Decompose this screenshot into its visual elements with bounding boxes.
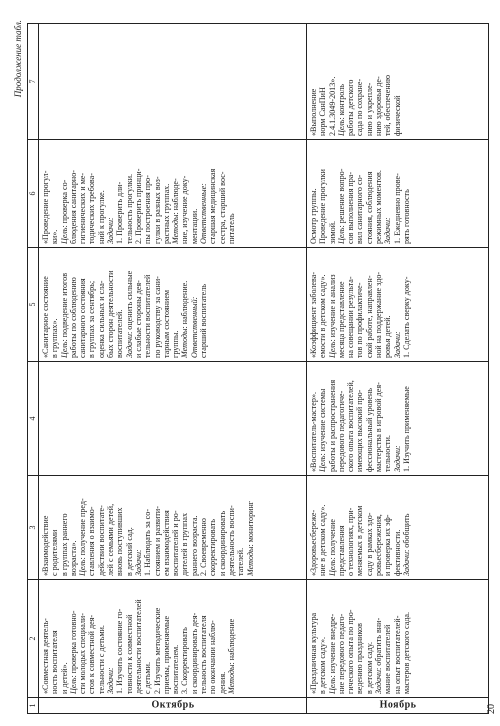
cell-text: ментации. bbox=[189, 208, 199, 244]
cell-text: меняемых в детском bbox=[355, 505, 365, 576]
cell-keyword: Задачи: bbox=[133, 549, 143, 576]
cell-text: «Взаимодействие bbox=[41, 515, 50, 576]
cell-text: емости в детском саду». bbox=[318, 274, 328, 358]
cell-text: скорректировать bbox=[208, 519, 218, 576]
cell-text: : получение пред- bbox=[78, 498, 88, 560]
cell-text: работы по соблюдению bbox=[68, 277, 78, 358]
cell-text: фективности. bbox=[392, 529, 402, 576]
cell-text: товности к совместной bbox=[124, 614, 134, 694]
cell-keyword: Методы bbox=[180, 328, 190, 358]
cell-text: работы детского bbox=[346, 79, 356, 136]
cell-text: : получение bbox=[327, 518, 337, 560]
cell-text: рять готовность bbox=[401, 189, 411, 244]
cell-text: мастеров детского сада. bbox=[401, 611, 411, 694]
cell-text: в детском саду. bbox=[364, 641, 374, 694]
cell-text: «Здоровьесбереже- bbox=[309, 509, 318, 576]
cell-text: деятельность воспи- bbox=[226, 505, 236, 576]
cell-text: на опыт воспитателей- bbox=[392, 615, 402, 694]
table-row-october bbox=[39, 24, 307, 714]
cell-text: Проведение прогулки bbox=[318, 169, 328, 244]
month-cell bbox=[39, 698, 307, 714]
cell-text: в группах раннего bbox=[59, 513, 69, 576]
cell-text: : решение вопро- bbox=[336, 168, 346, 228]
cell-text: ной на поддержание здо- bbox=[374, 271, 384, 358]
cell-text: дителей в группах bbox=[180, 512, 190, 576]
cell-text: гигиенических и ме- bbox=[78, 172, 88, 244]
cell-text: : изучение внедре- bbox=[327, 613, 337, 678]
cell-text: воспитателем. bbox=[171, 644, 181, 694]
cell-text: тельности. bbox=[383, 435, 393, 472]
month-label: Октябрь bbox=[150, 699, 195, 711]
cell-text: норм СанПиН bbox=[318, 87, 328, 136]
cell-text: : обратить вни- bbox=[374, 617, 384, 670]
cell-text: блюдения санитарно- bbox=[68, 169, 78, 244]
cell-text: «Коэффициент заболева- bbox=[309, 271, 318, 358]
cell-text: и проверка их эф- bbox=[383, 514, 393, 576]
cell-text: 1. Сделать сверку доку- bbox=[401, 276, 411, 358]
cell-text: : подведение итогов bbox=[59, 272, 69, 342]
cell-text: ки». bbox=[50, 229, 60, 244]
cell-text: нию и укрепле- bbox=[364, 82, 374, 136]
cell-text: физической bbox=[392, 95, 402, 136]
column-number: 6 bbox=[28, 140, 39, 248]
cell-text: тельность воспитателя bbox=[199, 615, 209, 694]
column-number: 3 bbox=[28, 476, 39, 580]
cell-text: ем взаимодействия bbox=[161, 510, 171, 576]
cell-text: растных группах. bbox=[161, 183, 171, 244]
cell-text: по руководству за сани- bbox=[152, 276, 162, 358]
cell-text: ние в детском саду». bbox=[318, 504, 328, 576]
cell-text: имеющих высокий про- bbox=[355, 389, 365, 472]
cell-keyword: Цель bbox=[59, 341, 69, 358]
cell-text: тодических требова- bbox=[87, 173, 97, 244]
cell-text: : проверка со- bbox=[59, 179, 69, 228]
cell-text: : наблюде- bbox=[171, 178, 181, 215]
cell-text: месяца представление bbox=[336, 281, 346, 358]
cell-text: «Воспитатель-мастер». bbox=[309, 391, 318, 472]
cell-text: 1. Изучить состояние го- bbox=[115, 608, 125, 694]
table-continuation-label: Продолжение табл. bbox=[13, 20, 23, 98]
cell-text: о технологиях, при- bbox=[346, 507, 356, 576]
cell-text: стояния, соблюдения bbox=[364, 171, 374, 244]
cell-text: и слабые стороны дея- bbox=[133, 280, 143, 358]
cell-text: : наблюдение bbox=[226, 618, 236, 665]
cell-text: оценка сильных и сла- bbox=[96, 280, 106, 358]
column-number: 2 bbox=[28, 580, 39, 698]
cell-text: сов выполнения пра- bbox=[346, 171, 356, 244]
cell-text: «Проведение прогул- bbox=[41, 170, 50, 244]
plan-table bbox=[27, 23, 489, 714]
cell-text: в детском саду». bbox=[318, 636, 328, 694]
cell-keyword: Методы bbox=[245, 546, 255, 576]
table-row-november bbox=[307, 24, 489, 714]
cell-text: вновь поступивших bbox=[115, 507, 125, 576]
cell-keyword: Методы bbox=[171, 214, 181, 244]
cell-text: ние передового педаго- bbox=[336, 613, 346, 694]
cell-text: лей с семьями детей, bbox=[106, 503, 116, 576]
cell-text: дения. bbox=[217, 671, 227, 694]
cell-text: ровья детей. bbox=[383, 315, 393, 358]
cell-text: «Выполнение bbox=[309, 88, 318, 136]
cell-text: 1. Проверить дли- bbox=[115, 181, 125, 244]
cell-text: «Санитарное состояние bbox=[41, 276, 50, 358]
cell-text: 3. Скорректировать bbox=[180, 627, 190, 694]
cell-keyword: Цель bbox=[327, 341, 337, 358]
table-cell bbox=[39, 24, 307, 140]
column-number: 5 bbox=[28, 248, 39, 362]
cell-text: тельности с детьми. bbox=[96, 625, 106, 694]
cell-keyword: Задачи: bbox=[383, 217, 393, 244]
cell-text: работы и распространения bbox=[327, 379, 337, 472]
cell-text: мание воспитателей bbox=[383, 624, 393, 694]
cell-text: действии воспитате- bbox=[96, 505, 106, 576]
table-cell bbox=[307, 140, 489, 248]
cell-text: зимой. bbox=[327, 220, 337, 244]
cell-text: тельности воспитателей bbox=[143, 274, 153, 358]
cell-keyword: Цель bbox=[327, 677, 337, 694]
cell-text: пы построения про- bbox=[143, 175, 153, 244]
cell-keyword: Задачи bbox=[124, 334, 134, 358]
cell-text: Осмотр группы. bbox=[309, 188, 318, 244]
table-cell bbox=[307, 362, 489, 476]
cell-text: в детский сад. bbox=[124, 527, 134, 576]
cell-text: раннего возраста. bbox=[189, 515, 199, 576]
cell-text: тателей. bbox=[236, 547, 246, 576]
table-cell bbox=[307, 248, 489, 362]
cell-text: 2. Своевременно bbox=[199, 518, 209, 576]
cell-text: ского опыта воспитателей, bbox=[346, 380, 356, 472]
cell-text: старший воспитатель bbox=[199, 284, 209, 358]
cell-text: вил санитарного со- bbox=[355, 174, 365, 244]
cell-text: : оценить сильные bbox=[124, 270, 134, 334]
cell-text: представления bbox=[336, 525, 346, 576]
cell-text: 2. Изучить методические bbox=[152, 607, 162, 694]
cell-text: тей, обеспечению bbox=[383, 74, 393, 136]
month-cell bbox=[307, 698, 489, 714]
cell-text: «Праздничная культура bbox=[309, 612, 318, 694]
cell-text: саду в рамках здо- bbox=[364, 512, 374, 576]
cell-text: режимных моментов. bbox=[374, 170, 384, 244]
cell-text: стоянием и развити- bbox=[152, 506, 162, 576]
table-cell bbox=[39, 580, 307, 698]
table-cell bbox=[307, 580, 489, 698]
cell-text: ность воспитателя bbox=[50, 630, 60, 694]
cell-text: по окончании наблю- bbox=[208, 620, 218, 694]
cell-text: в группах». bbox=[50, 318, 60, 358]
cell-text: фессиональный уровень bbox=[364, 388, 374, 472]
cell-text: : контроль bbox=[336, 84, 346, 120]
cell-text: : обобщить bbox=[401, 513, 411, 552]
cell-text: возраста». bbox=[68, 540, 78, 576]
column-number: 1 bbox=[28, 698, 39, 714]
table-cell bbox=[39, 140, 307, 248]
cell-text: бых сторон деятельности bbox=[106, 270, 116, 358]
cell-text: тельность прогулки. bbox=[124, 173, 134, 244]
cell-keyword: Ответственные: bbox=[199, 183, 209, 244]
cell-text: на совещании результа- bbox=[346, 276, 356, 358]
cell-keyword: Задачи: bbox=[106, 217, 116, 244]
column-number-row bbox=[28, 24, 39, 714]
cell-keyword: Задачи bbox=[374, 670, 384, 694]
cell-text: : мониторинг bbox=[245, 500, 255, 547]
cell-text: сада по сохране- bbox=[355, 78, 365, 136]
cell-keyword: Методы bbox=[226, 664, 236, 694]
cell-text: сестра, старший вос- bbox=[217, 171, 227, 244]
cell-text: : изучение системы bbox=[318, 388, 328, 456]
month-label: Ноябрь bbox=[379, 699, 416, 711]
cell-text: ровьесбережения, bbox=[374, 514, 384, 576]
cell-text: ведению праздников bbox=[355, 623, 365, 694]
cell-text: и скоординировать дея- bbox=[189, 612, 199, 694]
cell-text: с родителями bbox=[50, 529, 60, 576]
cell-keyword: Ответственный: bbox=[189, 296, 199, 358]
cell-text: «Совместная деятель- bbox=[41, 618, 50, 694]
table-cell bbox=[39, 476, 307, 580]
cell-text: 1. Ежедневно прове- bbox=[392, 173, 402, 244]
cell-keyword: Цель bbox=[327, 559, 337, 576]
cell-text: воспитателей и ро- bbox=[171, 510, 181, 576]
cell-text: : изучение и анализ bbox=[327, 274, 337, 342]
cell-text: санитарного состояния bbox=[78, 278, 88, 358]
cell-text: приемы, применяемые bbox=[161, 615, 171, 694]
cell-text: в группах за сентябрь; bbox=[87, 280, 97, 358]
table-cell bbox=[307, 24, 489, 140]
cell-text: : проверка готовно- bbox=[68, 610, 78, 678]
cell-keyword: Цель bbox=[336, 119, 346, 136]
cell-keyword: Цель bbox=[336, 227, 346, 244]
cell-text: нию здоровья де- bbox=[374, 76, 384, 136]
cell-text: мастерства в игровой дея- bbox=[374, 382, 384, 472]
cell-text: 2.4.1.3049-2013». bbox=[327, 76, 337, 136]
cell-text: группы. bbox=[171, 330, 181, 358]
cell-text: 1. Наблюдать за со- bbox=[143, 508, 153, 576]
table-cell bbox=[307, 476, 489, 580]
cell-keyword: Задачи: bbox=[392, 331, 402, 358]
cell-text: ской работе, направлен- bbox=[364, 275, 374, 358]
cell-text: и детей». bbox=[59, 662, 69, 694]
cell-keyword: Задачи bbox=[401, 552, 411, 576]
cell-keyword: Цель bbox=[318, 455, 328, 472]
cell-text: 2. Проверить принци- bbox=[133, 168, 143, 244]
cell-text: и скоординировать bbox=[217, 510, 227, 576]
cell-keyword: Цель bbox=[59, 227, 69, 244]
cell-text: гического опыта по про- bbox=[346, 609, 356, 694]
cell-text: тарным состоянием bbox=[161, 289, 171, 358]
cell-text: питатель bbox=[226, 213, 236, 244]
cell-text: ставления о взаимо- bbox=[87, 506, 97, 576]
table-cell bbox=[39, 248, 307, 362]
cell-keyword: Цель bbox=[68, 677, 78, 694]
cell-text: гулки в разных воз- bbox=[152, 176, 162, 244]
cell-text: ний к прогулке. bbox=[96, 190, 106, 244]
cell-text: воспитателей. bbox=[115, 309, 125, 358]
cell-text: передового педагогиче- bbox=[336, 390, 346, 472]
column-number: 4 bbox=[28, 362, 39, 476]
cell-text: сти молодых специали- bbox=[78, 613, 88, 694]
cell-keyword: Задачи: bbox=[392, 445, 402, 472]
cell-text: стов к совместной дея- bbox=[87, 614, 97, 694]
cell-text: 1. Изучить применяемые bbox=[401, 386, 411, 472]
cell-keyword: Задачи: bbox=[106, 667, 116, 694]
cell-text: старшая медицинская bbox=[208, 168, 218, 244]
cell-text: ние, изучение доку- bbox=[180, 175, 190, 244]
cell-text: тов по профилактиче- bbox=[355, 282, 365, 358]
page-number: 20 bbox=[486, 704, 497, 714]
column-number: 7 bbox=[28, 24, 39, 140]
cell-text: с детьми. bbox=[143, 661, 153, 694]
cell-keyword: Цель bbox=[78, 559, 88, 576]
cell-text: деятельности воспитателей bbox=[133, 599, 143, 694]
cell-text: : наблюдение. bbox=[180, 280, 190, 329]
table-cell bbox=[39, 362, 307, 476]
